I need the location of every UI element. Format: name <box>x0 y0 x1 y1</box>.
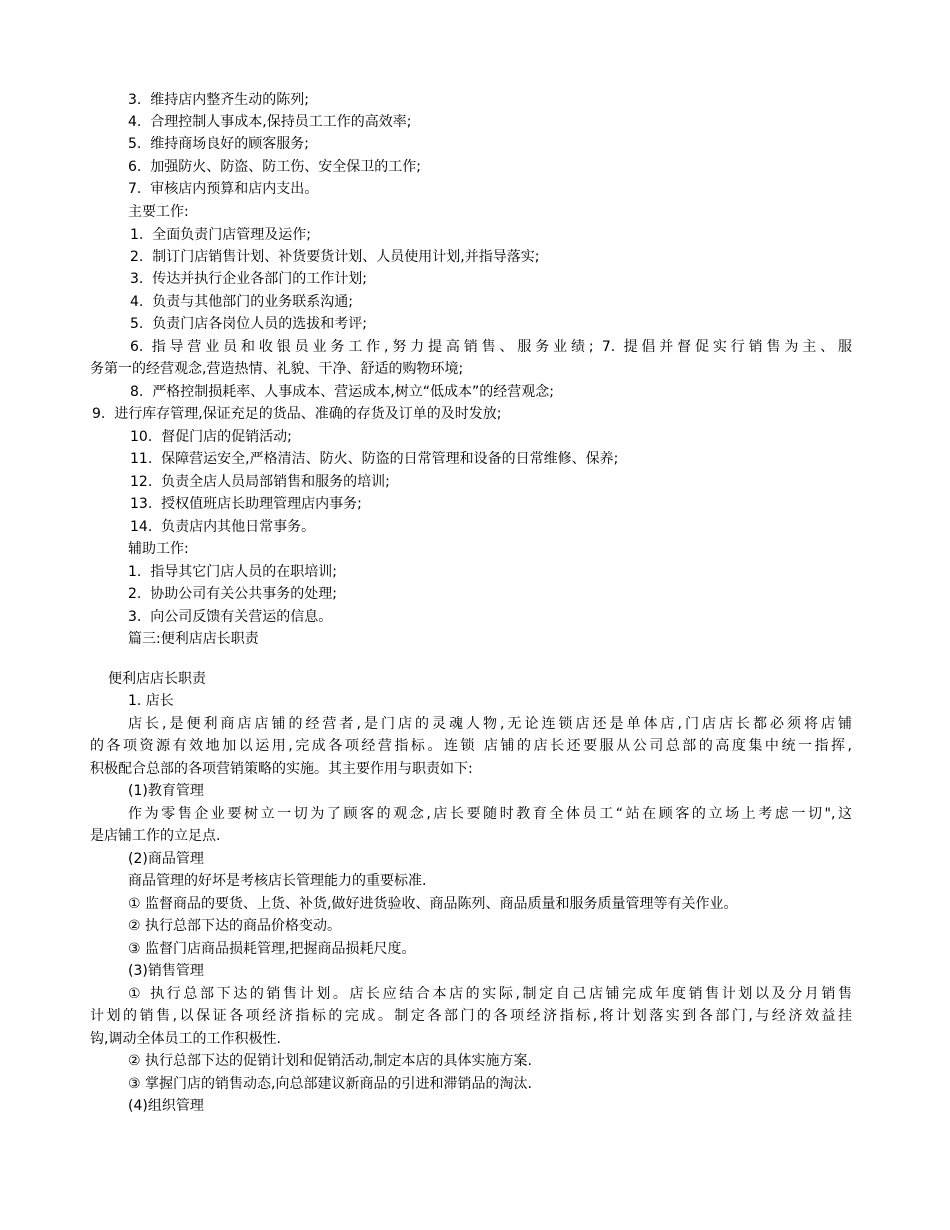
intro-paragraph-line2: 的各项资源有效地加以运用,完成各项经营指标。连锁 店铺的店长还要服从公司总部的高度集中统一指挥, <box>90 738 852 754</box>
main-work-item-9: 9. 进行库存管理,保证充足的货品、准确的存货及订单的及时发放; <box>92 406 502 422</box>
heading-sales-management: (3)销售管理 <box>128 963 204 979</box>
goods-item-2: ② 执行总部下达的商品价格变动。 <box>128 918 342 934</box>
goods-paragraph: 商品管理的好坏是考核店长管理能力的重要标准. <box>128 873 427 889</box>
sales-item-1-line3: 钩,调动全体员工的工作积极性. <box>90 1031 281 1047</box>
main-work-item-1: 1. 全面负责门店管理及运作; <box>130 227 311 243</box>
main-work-item-12: 12. 负责全店人员局部销售和服务的培训; <box>130 474 390 490</box>
heading-organization-management: (4)组织管理 <box>128 1098 204 1114</box>
duty-item-3: 3. 维持店内整齐生动的陈列; <box>128 92 309 108</box>
main-work-item-3: 3. 传达并执行企业各部门的工作计划; <box>130 271 367 287</box>
main-work-item-2: 2. 制订门店销售计划、补货要货计划、人员使用计划,并指导落实; <box>130 249 540 265</box>
chapter-three-heading: 篇三:便利店店长职责 <box>128 631 259 647</box>
duty-item-6: 6. 加强防火、防盗、防工伤、安全保卫的工作; <box>128 159 421 175</box>
sales-item-2: ② 执行总部下达的促销计划和促销活动,制定本店的具体实施方案. <box>128 1053 532 1069</box>
duty-item-5: 5. 维持商场良好的顾客服务; <box>128 136 309 152</box>
goods-item-3: ③ 监督门店商品损耗管理,把握商品损耗尺度。 <box>128 941 416 957</box>
main-work-item-6-7-line1: 6. 指导营业员和收银员业务工作,努力提高销售、服务业绩; 7. 提倡并督促实行销售为主、服 <box>130 339 852 355</box>
goods-item-1: ① 监督商品的要货、上货、补货,做好进货验收、商品陈列、商品质量和服务质量管理等有关作业。 <box>128 896 738 912</box>
aux-work-item-3: 3. 向公司反馈有关营运的信息。 <box>128 609 333 625</box>
main-work-item-13: 13. 授权值班店长助理管理店内事务; <box>130 496 362 512</box>
education-paragraph-line2: 是店铺工作的立足点. <box>90 828 221 844</box>
aux-work-item-1: 1. 指导其它门店人员的在职培训; <box>128 564 337 580</box>
main-work-item-8: 8. 严格控制损耗率、人事成本、营运成本,树立“低成本”的经营观念; <box>130 384 554 400</box>
education-paragraph-line1: 作为零售企业要树立一切为了顾客的观念,店长要随时教育全体员工“站在顾客的立场上考虑一切",这 <box>128 806 852 822</box>
intro-paragraph-line1: 店长,是便利商店店铺的经营者,是门店的灵魂人物,无论连锁店还是单体店,门店店长都必须将店铺 <box>128 716 852 732</box>
duty-item-4: 4. 合理控制人事成本,保持员工工作的高效率; <box>128 114 412 130</box>
main-work-heading: 主要工作: <box>128 204 189 220</box>
sales-item-3: ③ 掌握门店的销售动态,向总部建议新商品的引进和滞销品的淘汰. <box>128 1076 532 1092</box>
heading-goods-management: (2)商品管理 <box>128 851 204 867</box>
sales-item-1-line2: 计划的销售,以保证各项经济指标的完成。制定各部门的各项经济指标,将计划落实到各部门,与经济效益挂 <box>90 1008 852 1024</box>
main-work-item-10: 10. 督促门店的促销活动; <box>130 429 292 445</box>
aux-work-item-2: 2. 协助公司有关公共事务的处理; <box>128 586 337 602</box>
main-work-item-4: 4. 负责与其他部门的业务联系沟通; <box>130 294 353 310</box>
duty-item-7: 7. 审核店内预算和店内支出。 <box>128 181 319 197</box>
section-title: 便利店店长职责 <box>108 671 206 687</box>
intro-paragraph-line3: 积极配合总部的各项营销策略的实施。其主要作用与职责如下: <box>90 761 473 777</box>
main-work-item-14: 14. 负责店内其他日常事务。 <box>130 519 316 535</box>
main-work-item-6-7-line2: 务第一的经营观念,营造热情、礼貌、干净、舒适的购物环境; <box>90 361 464 377</box>
sales-item-1-line1: ① 执行总部下达的销售计划。店长应结合本店的实际,制定自己店铺完成年度销售计划以及分月销售 <box>128 986 852 1002</box>
heading-education-management: (1)教育管理 <box>128 783 204 799</box>
main-work-item-11: 11. 保障营运安全,严格清洁、防火、防盗的日常管理和设备的日常维修、保养; <box>130 451 619 467</box>
aux-work-heading: 辅助工作: <box>128 541 189 557</box>
subheading-store-manager: 1. 店长 <box>128 693 174 709</box>
main-work-item-5: 5. 负责门店各岗位人员的选拔和考评; <box>130 316 367 332</box>
